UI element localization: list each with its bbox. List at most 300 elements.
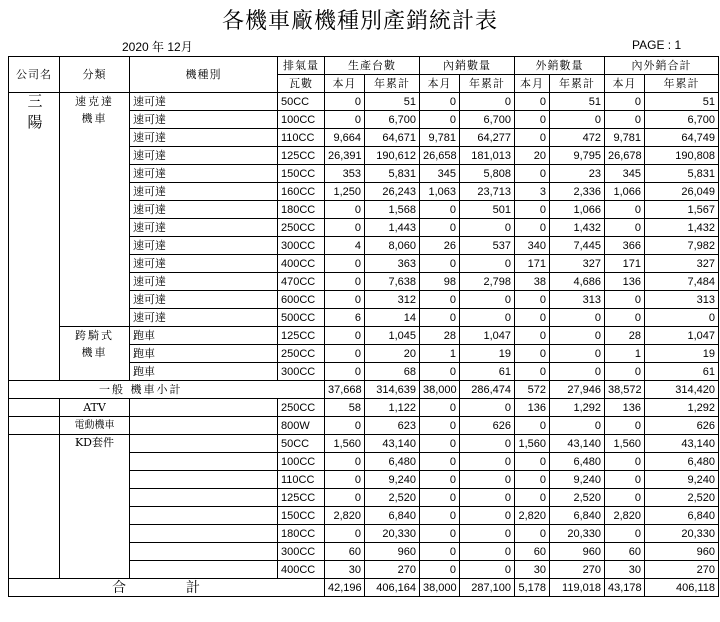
sales-table [8,56,719,597]
value-cell: 2,336 [550,183,605,201]
report-date: 2020 年 12月 [122,40,193,54]
value-cell: 960 [550,543,605,561]
cc-cell: 300CC [278,543,325,561]
value-cell: 1,567 [645,201,719,219]
cc-cell: 600CC [278,291,325,309]
value-cell: 0 [325,345,365,363]
value-cell: 0 [550,345,605,363]
value-cell: 6 [325,309,365,327]
value-cell: 26,243 [365,183,420,201]
model-cell: 速可達 [130,237,278,255]
value-cell: 7,638 [365,273,420,291]
value-cell: 0 [420,453,460,471]
value-cell: 2,820 [605,507,645,525]
value-cell: 9,795 [550,147,605,165]
value-cell: 1 [420,345,460,363]
value-cell: 2,820 [325,507,365,525]
blank-cell [130,525,278,543]
value-cell: 0 [460,453,515,471]
value-cell: 51 [550,93,605,111]
value-cell: 38 [515,273,550,291]
cc-cell: 150CC [278,507,325,525]
value-cell: 0 [605,417,645,435]
value-cell: 0 [420,309,460,327]
cc-cell: 100CC [278,111,325,129]
value-cell: 0 [325,471,365,489]
value-cell: 345 [420,165,460,183]
value-cell: 314,420 [645,381,719,399]
company-cell [9,93,60,381]
value-cell: 363 [365,255,420,273]
value-cell: 0 [420,561,460,579]
header-domestic: 內銷數量 [420,57,515,75]
value-cell: 43,178 [605,579,645,597]
blank-cell [9,435,60,579]
header-ytd: 年累計 [365,75,420,93]
value-cell: 136 [515,399,550,417]
value-cell: 26 [420,237,460,255]
cc-cell: 110CC [278,129,325,147]
value-cell: 5,831 [645,165,719,183]
value-cell: 98 [420,273,460,291]
value-cell: 64,749 [645,129,719,147]
model-cell: 速可達 [130,147,278,165]
value-cell: 0 [515,345,550,363]
value-cell: 0 [420,255,460,273]
value-cell: 20 [365,345,420,363]
value-cell: 0 [515,219,550,237]
value-cell: 572 [515,381,550,399]
value-cell: 0 [460,507,515,525]
blank-cell [130,417,278,435]
value-cell: 64,671 [365,129,420,147]
value-cell: 38,572 [605,381,645,399]
value-cell: 7,445 [550,237,605,255]
value-cell: 1,122 [365,399,420,417]
value-cell: 2,820 [515,507,550,525]
value-cell: 0 [515,453,550,471]
blank-cell [130,453,278,471]
value-cell: 0 [420,219,460,237]
value-cell: 0 [460,561,515,579]
value-cell: 9,240 [550,471,605,489]
value-cell: 23,713 [460,183,515,201]
value-cell: 6,840 [645,507,719,525]
report-title: 各機車廠機種別產銷統計表 [221,9,498,34]
value-cell: 0 [515,417,550,435]
value-cell: 0 [325,93,365,111]
value-cell: 1,066 [605,183,645,201]
value-cell: 38,000 [420,381,460,399]
value-cell: 345 [605,165,645,183]
value-cell: 2,798 [460,273,515,291]
value-cell: 0 [460,525,515,543]
blank-cell [9,417,60,435]
model-cell: 跑車 [130,327,278,345]
blank-cell [130,543,278,561]
grand-total-row [9,579,719,597]
header-displacement: 排氣量 [278,57,325,75]
value-cell: 9,240 [645,471,719,489]
cc-cell: 400CC [278,561,325,579]
value-cell: 0 [420,201,460,219]
value-cell: 190,612 [365,147,420,165]
header-month: 本月 [420,75,460,93]
value-cell: 0 [605,489,645,507]
subtotal-row [9,381,719,399]
value-cell: 9,664 [325,129,365,147]
table-body [9,93,719,597]
value-cell: 119,018 [550,579,605,597]
value-cell: 0 [515,525,550,543]
atv-row [9,399,719,417]
value-cell: 0 [420,543,460,561]
value-cell: 9,781 [605,129,645,147]
value-cell: 0 [325,291,365,309]
value-cell: 26,049 [645,183,719,201]
value-cell: 0 [460,291,515,309]
header-ytd: 年累計 [460,75,515,93]
value-cell: 366 [605,237,645,255]
value-cell: 314,639 [365,381,420,399]
model-cell: 速可達 [130,111,278,129]
value-cell: 26,658 [420,147,460,165]
blank-cell [9,399,60,417]
header-export: 外銷數量 [515,57,605,75]
cc-cell: 160CC [278,183,325,201]
value-cell: 0 [460,489,515,507]
cc-cell: 50CC [278,93,325,111]
value-cell: 270 [365,561,420,579]
grand-total-label [9,579,325,597]
page-number: PAGE : 1 [632,38,682,52]
blank-cell [130,399,278,417]
value-cell: 0 [420,435,460,453]
header-model: 機種別 [130,57,278,93]
value-cell: 43,140 [550,435,605,453]
value-cell: 1,250 [325,183,365,201]
value-cell: 0 [420,471,460,489]
value-cell: 0 [460,543,515,561]
value-cell: 0 [605,363,645,381]
value-cell: 626 [645,417,719,435]
value-cell: 0 [325,417,365,435]
value-cell: 1,047 [645,327,719,345]
value-cell: 0 [550,309,605,327]
value-cell: 0 [325,201,365,219]
header-month: 本月 [515,75,550,93]
value-cell: 2,520 [645,489,719,507]
cc-cell: 300CC [278,237,325,255]
value-cell: 6,700 [460,111,515,129]
cc-cell: 400CC [278,255,325,273]
value-cell: 14 [365,309,420,327]
cc-cell: 250CC [278,345,325,363]
value-cell: 7,484 [645,273,719,291]
model-cell: 速可達 [130,273,278,291]
value-cell: 61 [460,363,515,381]
value-cell: 171 [605,255,645,273]
value-cell: 353 [325,165,365,183]
value-cell: 0 [605,471,645,489]
model-cell: 速可達 [130,183,278,201]
model-cell: 跑車 [130,363,278,381]
value-cell: 0 [420,525,460,543]
value-cell: 286,474 [460,381,515,399]
value-cell: 327 [645,255,719,273]
cc-cell: 100CC [278,453,325,471]
header-month: 本月 [605,75,645,93]
cc-cell: 800W [278,417,325,435]
model-cell: 速可達 [130,129,278,147]
value-cell: 0 [645,309,719,327]
cc-cell: 125CC [278,327,325,345]
value-cell: 0 [420,111,460,129]
model-cell: 速可達 [130,291,278,309]
value-cell: 1 [605,345,645,363]
cc-cell: 180CC [278,525,325,543]
value-cell: 0 [420,291,460,309]
cc-cell: 500CC [278,309,325,327]
model-cell: 速可達 [130,309,278,327]
blank-cell [130,561,278,579]
value-cell: 0 [420,417,460,435]
cc-cell: 250CC [278,399,325,417]
model-cell: 跑車 [130,345,278,363]
value-cell: 2,520 [550,489,605,507]
value-cell: 26,391 [325,147,365,165]
value-cell: 136 [605,399,645,417]
value-cell: 9,240 [365,471,420,489]
value-cell: 1,432 [645,219,719,237]
value-cell: 0 [325,525,365,543]
category-label: 機車 [81,112,108,125]
value-cell: 0 [325,489,365,507]
value-cell: 0 [515,327,550,345]
value-cell: 26,678 [605,147,645,165]
value-cell: 6,840 [550,507,605,525]
value-cell: 0 [325,363,365,381]
value-cell: 501 [460,201,515,219]
value-cell: 0 [515,471,550,489]
value-cell: 1,432 [550,219,605,237]
value-cell: 0 [460,435,515,453]
value-cell: 0 [420,489,460,507]
value-cell: 0 [460,255,515,273]
value-cell: 190,808 [645,147,719,165]
category-label: 跨騎式 [75,329,114,342]
value-cell: 181,013 [460,147,515,165]
value-cell: 6,700 [365,111,420,129]
kd-category: KD套件 [60,435,130,579]
value-cell: 136 [605,273,645,291]
value-cell: 51 [365,93,420,111]
value-cell: 1,063 [420,183,460,201]
header-row-1 [9,57,719,75]
value-cell: 68 [365,363,420,381]
value-cell: 20 [515,147,550,165]
subtotal-label: 一般 機車小計 [9,381,325,399]
value-cell: 42,196 [325,579,365,597]
value-cell: 5,831 [365,165,420,183]
value-cell: 0 [325,327,365,345]
blank-cell [130,471,278,489]
header-month: 本月 [325,75,365,93]
value-cell: 38,000 [420,579,460,597]
header-unit: 瓦數 [278,75,325,93]
value-cell: 1,560 [515,435,550,453]
value-cell: 0 [605,309,645,327]
value-cell: 406,164 [365,579,420,597]
category-label: 機車 [81,346,108,359]
value-cell: 0 [515,111,550,129]
value-cell: 20,330 [550,525,605,543]
value-cell: 0 [420,399,460,417]
value-cell: 0 [325,273,365,291]
value-cell: 30 [325,561,365,579]
blank-cell [130,507,278,525]
value-cell: 0 [515,129,550,147]
value-cell: 313 [550,291,605,309]
value-cell: 406,118 [645,579,719,597]
value-cell: 0 [605,93,645,111]
value-cell: 472 [550,129,605,147]
value-cell: 1,560 [605,435,645,453]
value-cell: 6,480 [645,453,719,471]
value-cell: 19 [645,345,719,363]
value-cell: 623 [365,417,420,435]
header-production: 生產台數 [325,57,420,75]
value-cell: 58 [325,399,365,417]
value-cell: 37,668 [325,381,365,399]
value-cell: 0 [325,111,365,129]
model-cell: 速可達 [130,201,278,219]
table-row [9,93,719,111]
value-cell: 64,277 [460,129,515,147]
value-cell: 43,140 [645,435,719,453]
value-cell: 0 [420,507,460,525]
value-cell: 60 [515,543,550,561]
value-cell: 6,840 [365,507,420,525]
value-cell: 1,045 [365,327,420,345]
value-cell: 0 [515,363,550,381]
value-cell: 30 [605,561,645,579]
value-cell: 60 [325,543,365,561]
model-cell: 速可達 [130,165,278,183]
electric-row [9,417,719,435]
value-cell: 327 [550,255,605,273]
header-category: 分類 [60,57,130,93]
value-cell: 1,292 [645,399,719,417]
value-cell: 0 [515,291,550,309]
value-cell: 20,330 [365,525,420,543]
company-name: 三陽 [25,93,44,135]
value-cell: 1,047 [460,327,515,345]
value-cell: 960 [645,543,719,561]
value-cell: 312 [365,291,420,309]
cc-cell: 180CC [278,201,325,219]
value-cell: 7,982 [645,237,719,255]
value-cell: 1,568 [365,201,420,219]
value-cell: 5,808 [460,165,515,183]
grand-total-label-right: 計 [186,579,200,596]
value-cell: 0 [515,309,550,327]
value-cell: 4,686 [550,273,605,291]
value-cell: 0 [460,471,515,489]
value-cell: 270 [550,561,605,579]
value-cell: 0 [550,111,605,129]
value-cell: 0 [325,219,365,237]
value-cell: 0 [515,165,550,183]
value-cell: 1,066 [550,201,605,219]
value-cell: 6,480 [550,453,605,471]
value-cell: 2,520 [365,489,420,507]
value-cell: 0 [460,309,515,327]
value-cell: 3 [515,183,550,201]
value-cell: 5,178 [515,579,550,597]
value-cell: 0 [515,93,550,111]
value-cell: 960 [365,543,420,561]
value-cell: 19 [460,345,515,363]
value-cell: 28 [420,327,460,345]
value-cell: 0 [605,201,645,219]
value-cell: 0 [550,417,605,435]
value-cell: 287,100 [460,579,515,597]
header-ytd: 年累計 [550,75,605,93]
value-cell: 27,946 [550,381,605,399]
blank-cell [130,435,278,453]
value-cell: 0 [550,327,605,345]
value-cell: 0 [515,201,550,219]
value-cell: 270 [645,561,719,579]
cc-cell: 150CC [278,165,325,183]
header-total: 內外銷合計 [605,57,719,75]
value-cell: 0 [515,489,550,507]
value-cell: 1,560 [325,435,365,453]
model-cell: 速可達 [130,219,278,237]
model-cell: 速可達 [130,93,278,111]
category-cell [60,93,130,327]
value-cell: 0 [420,93,460,111]
value-cell: 4 [325,237,365,255]
value-cell: 20,330 [645,525,719,543]
model-cell: 速可達 [130,255,278,273]
header-ytd: 年累計 [645,75,719,93]
value-cell: 1,443 [365,219,420,237]
value-cell: 537 [460,237,515,255]
value-cell: 0 [605,453,645,471]
table-row [9,435,719,453]
value-cell: 8,060 [365,237,420,255]
value-cell: 626 [460,417,515,435]
value-cell: 61 [645,363,719,381]
value-cell: 30 [515,561,550,579]
value-cell: 0 [325,255,365,273]
category-label: 速克達 [75,95,114,108]
value-cell: 6,480 [365,453,420,471]
cc-cell: 250CC [278,219,325,237]
value-cell: 0 [460,219,515,237]
atv-category: ATV [60,399,130,417]
value-cell: 1,292 [550,399,605,417]
value-cell: 171 [515,255,550,273]
value-cell: 9,781 [420,129,460,147]
cc-cell: 125CC [278,147,325,165]
value-cell: 43,140 [365,435,420,453]
value-cell: 0 [550,363,605,381]
value-cell: 340 [515,237,550,255]
value-cell: 23 [550,165,605,183]
